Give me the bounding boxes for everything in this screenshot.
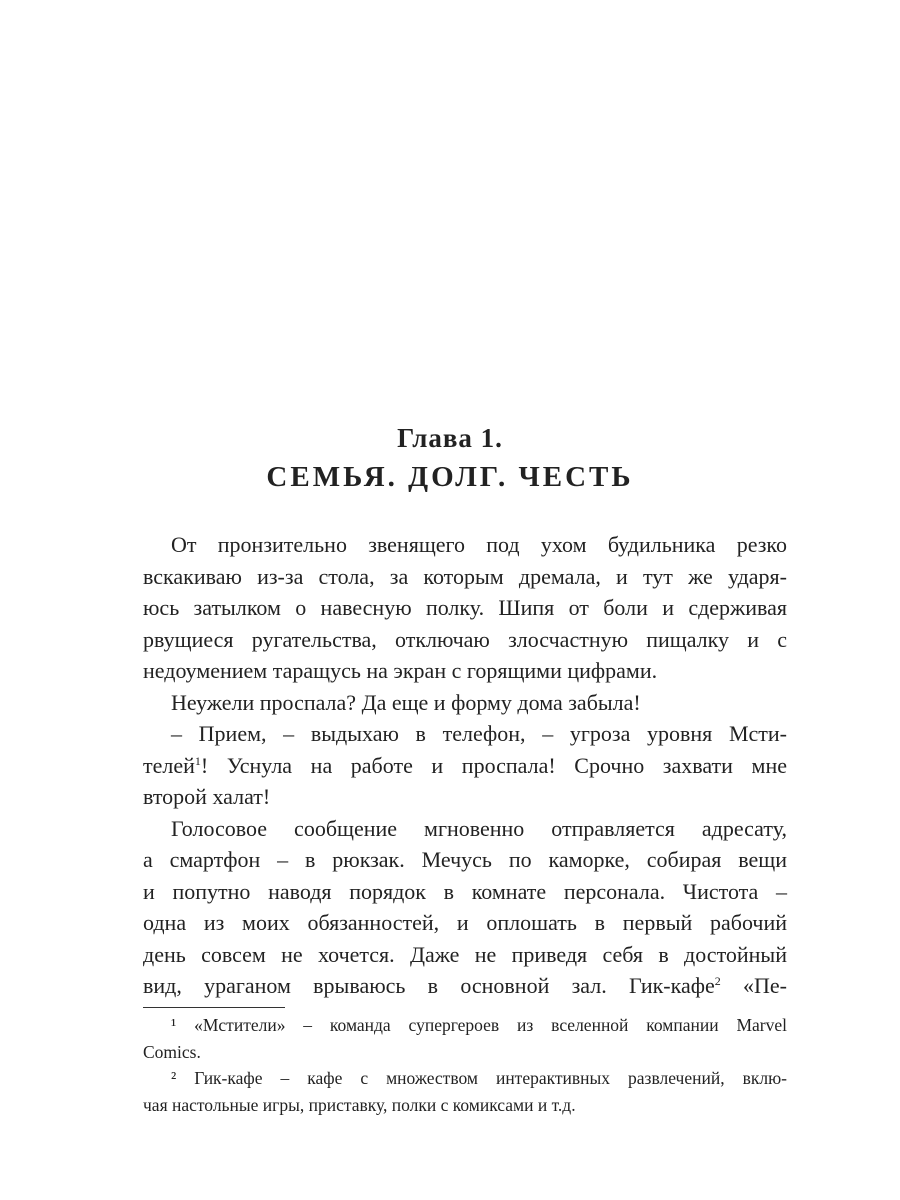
footnote-line: [143, 1039, 787, 1066]
text-segment: телей: [143, 752, 195, 778]
text-segment: юсь затылком о навесную полку. Шипя от боли и сдерживая: [143, 595, 787, 620]
chapter-title: СЕМЬЯ. ДОЛГ. ЧЕСТЬ: [266, 461, 634, 493]
text-segment: чая настольные игры, приставку, полки с комиксами и т.д.: [143, 1094, 576, 1115]
body-line: [143, 687, 787, 719]
body-line: [143, 781, 787, 813]
text-segment: а смартфон – в рюкзак. Мечусь по каморке, собирая вещи: [143, 847, 787, 872]
body-line: [143, 844, 787, 876]
text-segment: ¹ «Мстители» – команда супергероев из вселенной компании Marvel: [171, 1015, 787, 1035]
body-line: [143, 655, 787, 687]
footnote-separator: [143, 1007, 285, 1008]
text-segment: второй халат!: [143, 784, 271, 809]
text-segment: и попутно наводя порядок в комнате персонала. Чистота –: [143, 878, 787, 904]
text-segment: От пронзительно звенящего под ухом будильника резко: [171, 532, 787, 557]
body-line: [143, 876, 787, 908]
text-segment: Голосовое сообщение мгновенно отправляется адресату,: [171, 815, 787, 841]
footnote-reference[interactable]: 1: [194, 753, 201, 768]
body-line: [143, 939, 787, 971]
text-segment: день совсем не хочется. Даже не приведя себя в достойный: [143, 941, 787, 967]
chapter-number: Глава 1.: [397, 423, 503, 453]
body-line: [143, 750, 787, 782]
footnotes: [143, 1012, 787, 1118]
text-segment: одна из моих обязанностей, и оплошать в первый рабочий: [143, 910, 787, 935]
body-line: [143, 907, 787, 939]
text-segment: «Пе-: [720, 973, 787, 998]
body-line: [143, 529, 787, 561]
body-line: [143, 813, 787, 845]
body-line: [143, 718, 787, 750]
text-segment: недоумением таращусь на экран с горящими цифрами.: [143, 658, 658, 683]
text-segment: вскакиваю из-за стола, за которым дремала, и тут же ударя-: [143, 563, 787, 589]
footnote-reference[interactable]: 2: [714, 974, 721, 988]
body-line: [143, 624, 787, 656]
body-line: [143, 592, 787, 624]
footnote-line: [143, 1065, 787, 1092]
footnote-line: [143, 1092, 787, 1119]
footnote-line: [143, 1012, 787, 1039]
body-line: [143, 561, 787, 593]
chapter-body-text: [143, 529, 787, 1002]
text-segment: ² Гик-кафе – кафе с множеством интерактивных развлечений, вклю-: [171, 1068, 787, 1088]
text-segment: вид, ураганом врываюсь в основной зал. Гик-кафе: [143, 973, 715, 998]
text-segment: – Прием, – выдыхаю в телефон, – угроза уровня Мсти-: [171, 721, 787, 746]
body-line: [143, 970, 787, 1002]
text-segment: Неужели проспала? Да еще и форму дома забыла!: [171, 689, 641, 715]
text-segment: Comics.: [143, 1041, 201, 1062]
text-segment: рвущиеся ругательства, отключаю злосчастную пищалку и с: [143, 626, 787, 652]
text-segment: ! Уснула на работе и проспала! Срочно захвати мне: [200, 752, 787, 778]
